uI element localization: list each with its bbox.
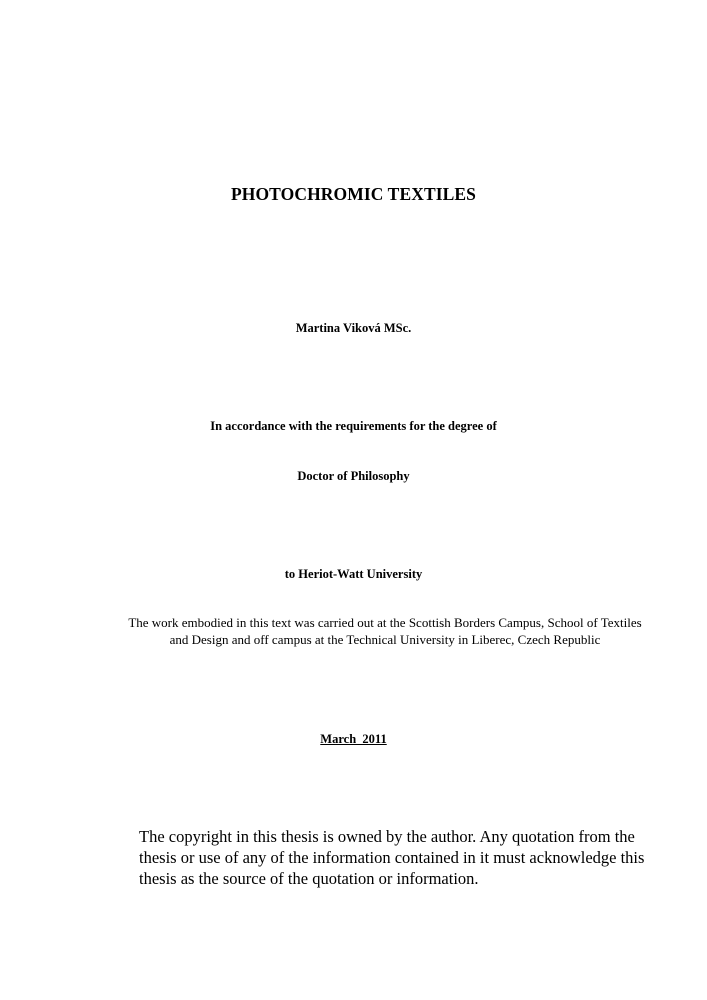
university-name: to Heriot-Watt University [284,567,423,581]
work-statement: The work embodied in this text was carried out at the Scottish Borders Campus, School of Textiles and Design and off campus at the Technical University in Liberec, Czech Republic [128,615,642,647]
thesis-title: PHOTOCHROMIC TEXTILES [230,184,477,204]
submission-date: March 2011 [320,732,387,746]
author-name: Martina Viková MSc. [295,321,412,335]
degree-name: Doctor of Philosophy [297,469,410,483]
degree-requirements-statement: In accordance with the requirements for the degree of [210,419,497,433]
copyright-notice: The copyright in this thesis is owned by the author. Any quotation from the thesis or use of any of the information contained in it must acknowledge this thesis as the source of the quotation or information. [139,827,645,888]
